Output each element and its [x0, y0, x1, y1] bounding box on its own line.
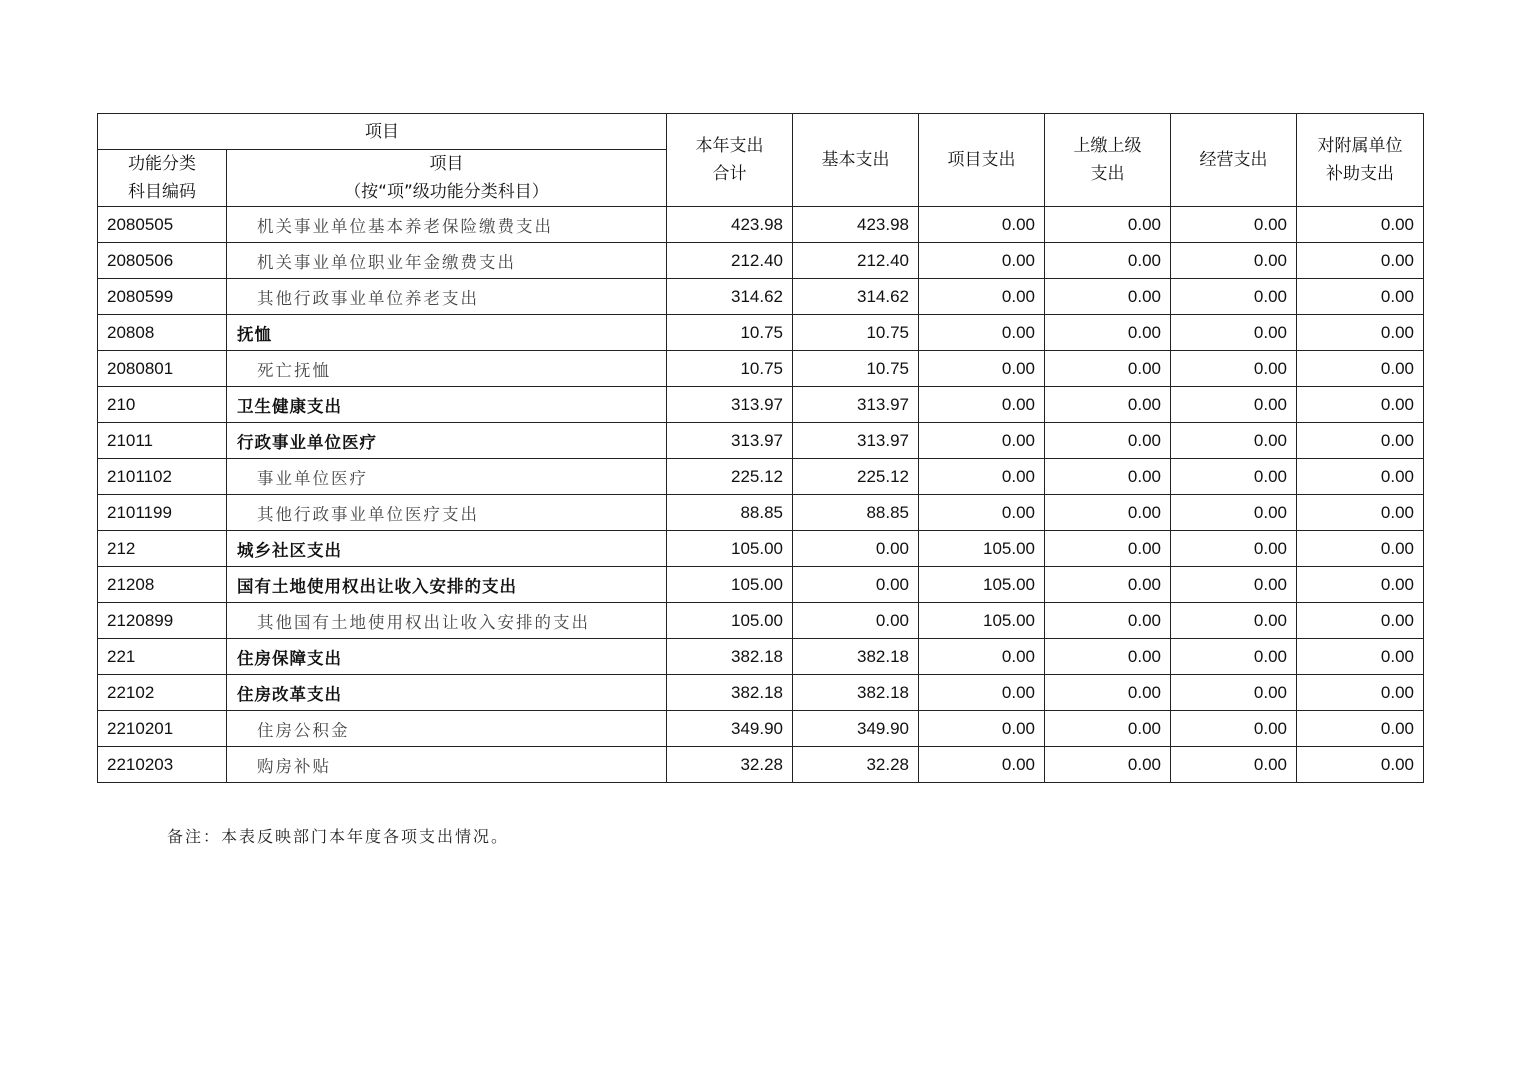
cell-basic: 32.28 [793, 747, 919, 783]
cell-total: 313.97 [667, 387, 793, 423]
table-body [98, 207, 1424, 783]
header-name-line2: （按“项”级功能分类科目） [344, 182, 549, 202]
table-header [98, 114, 1424, 207]
table-row [98, 675, 1424, 711]
table-row [98, 207, 1424, 243]
cell-basic: 0.00 [793, 567, 919, 603]
cell-project: 0.00 [919, 639, 1045, 675]
cell-operating: 0.00 [1171, 315, 1297, 351]
header-operating: 经营支出 [1171, 114, 1297, 207]
cell-name: 其他行政事业单位养老支出 [227, 279, 667, 315]
cell-subsidy: 0.00 [1297, 423, 1424, 459]
cell-operating: 0.00 [1171, 531, 1297, 567]
cell-total: 225.12 [667, 459, 793, 495]
expenditure-table [97, 113, 1424, 783]
cell-subsidy: 0.00 [1297, 747, 1424, 783]
cell-operating: 0.00 [1171, 243, 1297, 279]
cell-code: 2120899 [98, 603, 227, 639]
cell-name: 死亡抚恤 [227, 351, 667, 387]
cell-operating: 0.00 [1171, 387, 1297, 423]
table-row [98, 315, 1424, 351]
cell-total: 32.28 [667, 747, 793, 783]
cell-name: 其他国有土地使用权出让收入安排的支出 [227, 603, 667, 639]
cell-code: 212 [98, 531, 227, 567]
cell-name: 机关事业单位基本养老保险缴费支出 [227, 207, 667, 243]
cell-code: 21011 [98, 423, 227, 459]
cell-upper: 0.00 [1045, 243, 1171, 279]
cell-total: 10.75 [667, 315, 793, 351]
table-row [98, 423, 1424, 459]
cell-total: 382.18 [667, 675, 793, 711]
cell-subsidy: 0.00 [1297, 351, 1424, 387]
cell-basic: 10.75 [793, 315, 919, 351]
cell-subsidy: 0.00 [1297, 675, 1424, 711]
cell-operating: 0.00 [1171, 711, 1297, 747]
cell-total: 382.18 [667, 639, 793, 675]
cell-subsidy: 0.00 [1297, 459, 1424, 495]
cell-name: 行政事业单位医疗 [227, 423, 667, 459]
cell-upper: 0.00 [1045, 747, 1171, 783]
cell-subsidy: 0.00 [1297, 495, 1424, 531]
header-name [227, 150, 667, 207]
table-row [98, 567, 1424, 603]
cell-upper: 0.00 [1045, 423, 1171, 459]
cell-name: 住房改革支出 [227, 675, 667, 711]
cell-total: 88.85 [667, 495, 793, 531]
cell-operating: 0.00 [1171, 495, 1297, 531]
cell-project: 0.00 [919, 747, 1045, 783]
cell-operating: 0.00 [1171, 351, 1297, 387]
cell-basic: 0.00 [793, 531, 919, 567]
cell-name: 住房保障支出 [227, 639, 667, 675]
cell-total: 105.00 [667, 567, 793, 603]
table-row [98, 531, 1424, 567]
cell-subsidy: 0.00 [1297, 531, 1424, 567]
cell-operating: 0.00 [1171, 675, 1297, 711]
cell-name: 住房公积金 [227, 711, 667, 747]
cell-total: 423.98 [667, 207, 793, 243]
cell-upper: 0.00 [1045, 351, 1171, 387]
cell-subsidy: 0.00 [1297, 639, 1424, 675]
cell-basic: 0.00 [793, 603, 919, 639]
cell-operating: 0.00 [1171, 639, 1297, 675]
cell-name: 卫生健康支出 [227, 387, 667, 423]
table-row [98, 351, 1424, 387]
cell-operating: 0.00 [1171, 279, 1297, 315]
table-row [98, 387, 1424, 423]
cell-code: 2210203 [98, 747, 227, 783]
cell-project: 105.00 [919, 531, 1045, 567]
cell-upper: 0.00 [1045, 603, 1171, 639]
header-subsidy [1297, 114, 1424, 207]
cell-basic: 225.12 [793, 459, 919, 495]
cell-upper: 0.00 [1045, 711, 1171, 747]
cell-project: 105.00 [919, 603, 1045, 639]
cell-name: 事业单位医疗 [227, 459, 667, 495]
header-upper-line1: 上缴上级 [1073, 136, 1142, 156]
header-name-line1: 项目 [429, 154, 464, 174]
cell-project: 0.00 [919, 207, 1045, 243]
cell-code: 21208 [98, 567, 227, 603]
cell-subsidy: 0.00 [1297, 243, 1424, 279]
cell-upper: 0.00 [1045, 495, 1171, 531]
cell-code: 2210201 [98, 711, 227, 747]
cell-upper: 0.00 [1045, 315, 1171, 351]
cell-subsidy: 0.00 [1297, 387, 1424, 423]
cell-basic: 382.18 [793, 639, 919, 675]
cell-project: 0.00 [919, 387, 1045, 423]
cell-total: 313.97 [667, 423, 793, 459]
header-code-line1: 功能分类 [128, 154, 196, 174]
header-upper [1045, 114, 1171, 207]
cell-basic: 313.97 [793, 423, 919, 459]
header-total [667, 114, 793, 207]
cell-subsidy: 0.00 [1297, 315, 1424, 351]
cell-operating: 0.00 [1171, 207, 1297, 243]
cell-project: 0.00 [919, 243, 1045, 279]
cell-code: 2080506 [98, 243, 227, 279]
cell-total: 105.00 [667, 603, 793, 639]
cell-project: 105.00 [919, 567, 1045, 603]
footnote: 备注：本表反映部门本年度各项支出情况。 [167, 827, 510, 846]
header-project-group: 项目 [98, 114, 667, 150]
cell-name: 机关事业单位职业年金缴费支出 [227, 243, 667, 279]
cell-basic: 88.85 [793, 495, 919, 531]
header-code-line2: 科目编码 [128, 182, 196, 202]
cell-basic: 313.97 [793, 387, 919, 423]
cell-subsidy: 0.00 [1297, 603, 1424, 639]
table-row [98, 495, 1424, 531]
cell-operating: 0.00 [1171, 459, 1297, 495]
cell-upper: 0.00 [1045, 207, 1171, 243]
header-project: 项目支出 [919, 114, 1045, 207]
header-total-line1: 本年支出 [695, 136, 764, 156]
header-subsidy-line1: 对附属单位 [1317, 136, 1403, 156]
cell-total: 212.40 [667, 243, 793, 279]
cell-subsidy: 0.00 [1297, 207, 1424, 243]
cell-project: 0.00 [919, 315, 1045, 351]
header-upper-line2: 支出 [1090, 164, 1125, 184]
cell-total: 314.62 [667, 279, 793, 315]
table-row [98, 639, 1424, 675]
cell-upper: 0.00 [1045, 387, 1171, 423]
table-row [98, 243, 1424, 279]
cell-total: 349.90 [667, 711, 793, 747]
cell-subsidy: 0.00 [1297, 567, 1424, 603]
cell-operating: 0.00 [1171, 747, 1297, 783]
cell-basic: 212.40 [793, 243, 919, 279]
cell-code: 2080505 [98, 207, 227, 243]
cell-name: 抚恤 [227, 315, 667, 351]
cell-code: 2080599 [98, 279, 227, 315]
cell-upper: 0.00 [1045, 675, 1171, 711]
cell-code: 2101199 [98, 495, 227, 531]
table-row [98, 747, 1424, 783]
cell-name: 购房补贴 [227, 747, 667, 783]
cell-basic: 349.90 [793, 711, 919, 747]
cell-code: 20808 [98, 315, 227, 351]
cell-project: 0.00 [919, 495, 1045, 531]
cell-subsidy: 0.00 [1297, 279, 1424, 315]
cell-code: 2101102 [98, 459, 227, 495]
table-row [98, 603, 1424, 639]
header-subsidy-line2: 补助支出 [1326, 164, 1394, 184]
cell-operating: 0.00 [1171, 567, 1297, 603]
cell-code: 2080801 [98, 351, 227, 387]
header-basic: 基本支出 [793, 114, 919, 207]
cell-code: 22102 [98, 675, 227, 711]
cell-operating: 0.00 [1171, 603, 1297, 639]
cell-project: 0.00 [919, 423, 1045, 459]
cell-project: 0.00 [919, 279, 1045, 315]
cell-project: 0.00 [919, 351, 1045, 387]
header-code [98, 150, 227, 207]
cell-upper: 0.00 [1045, 567, 1171, 603]
cell-total: 105.00 [667, 531, 793, 567]
cell-basic: 382.18 [793, 675, 919, 711]
cell-upper: 0.00 [1045, 459, 1171, 495]
cell-name: 其他行政事业单位医疗支出 [227, 495, 667, 531]
cell-basic: 10.75 [793, 351, 919, 387]
cell-upper: 0.00 [1045, 639, 1171, 675]
cell-name: 国有土地使用权出让收入安排的支出 [227, 567, 667, 603]
cell-upper: 0.00 [1045, 531, 1171, 567]
cell-name: 城乡社区支出 [227, 531, 667, 567]
cell-basic: 423.98 [793, 207, 919, 243]
cell-operating: 0.00 [1171, 423, 1297, 459]
cell-code: 221 [98, 639, 227, 675]
cell-project: 0.00 [919, 459, 1045, 495]
cell-project: 0.00 [919, 675, 1045, 711]
header-total-line2: 合计 [712, 164, 747, 184]
table-row [98, 459, 1424, 495]
cell-project: 0.00 [919, 711, 1045, 747]
table-row [98, 711, 1424, 747]
cell-total: 10.75 [667, 351, 793, 387]
table-row [98, 279, 1424, 315]
cell-upper: 0.00 [1045, 279, 1171, 315]
cell-code: 210 [98, 387, 227, 423]
cell-basic: 314.62 [793, 279, 919, 315]
expenditure-table-container [97, 113, 1423, 783]
cell-subsidy: 0.00 [1297, 711, 1424, 747]
